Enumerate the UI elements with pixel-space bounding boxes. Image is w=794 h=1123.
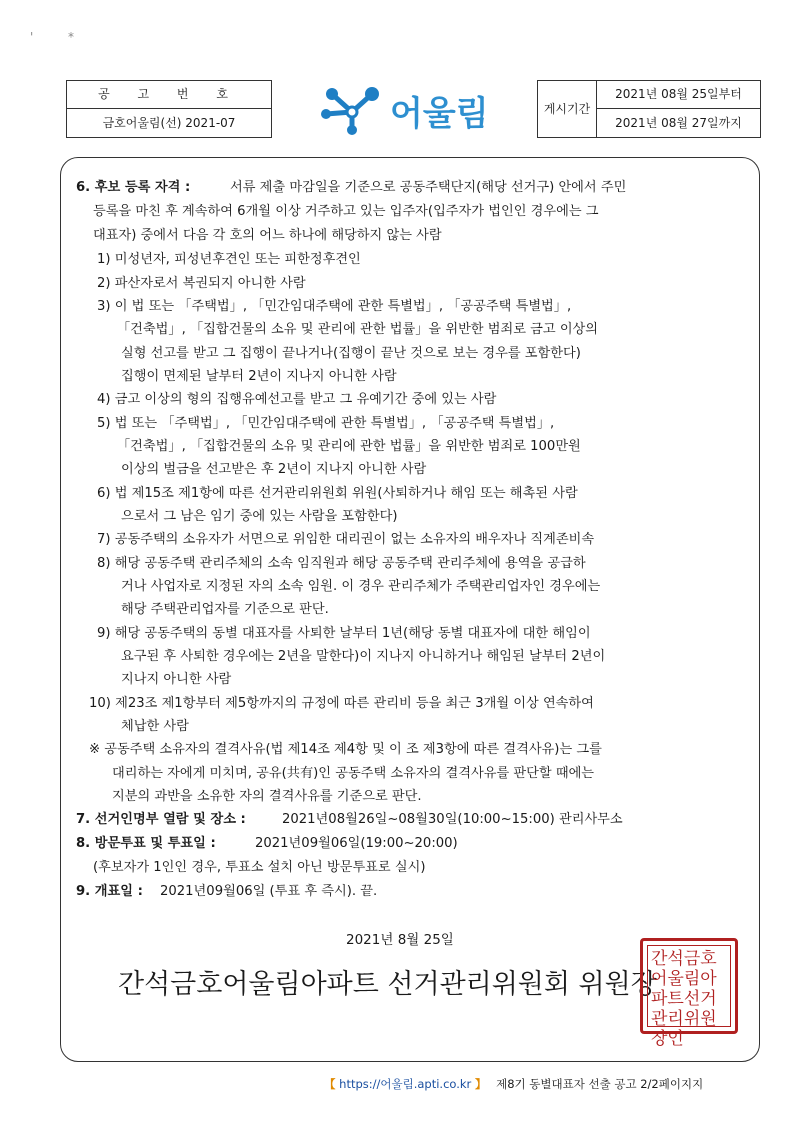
s9-title: 9. 개표일 : bbox=[76, 884, 143, 899]
s6-line: 등록을 마친 후 계속하여 6개월 이상 거주하고 있는 입주자(입주자가 법인인 경우에는 그 bbox=[93, 204, 599, 219]
list-item: 5) 법 또는 「주택법」, 「민간임대주택에 관한 특별법」, 「공공주택 특별법」, bbox=[97, 416, 555, 431]
scan-mark: ' bbox=[30, 30, 34, 44]
signature-line: 간석금호어울림아파트 선거관리위원회 위원장 bbox=[118, 969, 657, 1000]
list-item: 이상의 벌금을 선고받은 후 2년이 지나지 아니한 사람 bbox=[121, 462, 427, 477]
brand-logo-text: 어울림 bbox=[390, 94, 489, 134]
s7-text: 2021년08월26일~08월30일(10:00~15:00) 관리사무소 bbox=[282, 812, 623, 827]
note: 지분의 과반을 소유한 자의 결격사유를 기준으로 판단. bbox=[112, 789, 422, 804]
list-item: 8) 해당 공동주택 관리주체의 소속 임직원과 해당 공동주택 관리주체에 용역을 공급하 bbox=[97, 556, 586, 571]
s8-text: 2021년09월06일(19:00~20:00) bbox=[255, 836, 458, 851]
list-item: 해당 주택관리업자를 기준으로 판단. bbox=[121, 602, 329, 617]
s6-title: 6. 후보 등록 자격 : bbox=[76, 180, 191, 195]
list-item: 2) 파산자로서 복권되지 아니한 사람 bbox=[97, 276, 306, 291]
s6-line: 대표자) 중에서 다음 각 호의 어느 하나에 해당하지 않는 사람 bbox=[93, 228, 442, 243]
list-item: 「건축법」, 「집합건물의 소유 및 관리에 관한 법률」을 위반한 범죄로 금고 이상의 bbox=[117, 322, 599, 337]
list-item: 10) 제23조 제1항부터 제5항까지의 규정에 따른 관리비 등을 최근 3개월 이상 연속하여 bbox=[89, 696, 594, 711]
footer-url-link[interactable]: https://어울림.apti.co.kr bbox=[339, 1077, 472, 1091]
list-item: 체납한 사람 bbox=[121, 719, 189, 734]
notice-label: 공 고 번 호 bbox=[67, 81, 271, 109]
footer-bracket-close: 】 bbox=[474, 1077, 487, 1091]
period-to: 2021년 08월 27일까지 bbox=[615, 116, 742, 130]
period-label: 게시기간 bbox=[538, 81, 597, 137]
brand-logo-icon bbox=[318, 82, 390, 136]
scan-mark: * bbox=[68, 30, 74, 44]
s7-title: 7. 선거인명부 열람 및 장소 : bbox=[76, 812, 246, 827]
s6-line: 서류 제출 마감일을 기준으로 공동주택단지(해당 선거구) 안에서 주민 bbox=[230, 180, 627, 195]
footer bbox=[324, 1076, 703, 1092]
list-item: 4) 금고 이상의 형의 집행유예선고를 받고 그 유예기간 중에 있는 사람 bbox=[97, 392, 497, 407]
notice-number: 금호어울림(선) 2021-07 bbox=[102, 116, 236, 130]
list-item: 「건축법」, 「집합건물의 소유 및 관리에 관한 법률」을 위반한 범죄로 100만원 bbox=[117, 439, 581, 454]
list-item: 3) 이 법 또는 「주택법」, 「민간임대주택에 관한 특별법」, 「공공주택 특별법」, bbox=[97, 299, 572, 314]
list-item: 으로서 그 남은 임기 중에 있는 사람을 포함한다) bbox=[121, 509, 398, 524]
footer-page-info: 제8기 동별대표자 선출 공고 2/2페이지지 bbox=[496, 1077, 704, 1091]
list-item: 거나 사업자로 지정된 자의 소속 임원. 이 경우 관리주체가 주택관리업자인 경우에는 bbox=[121, 579, 601, 594]
list-item: 실형 선고를 받고 그 집행이 끝나거나(집행이 끝난 것으로 보는 경우를 포함한다) bbox=[121, 346, 581, 361]
note: 대리하는 자에게 미치며, 공유(共有)인 공동주택 소유자의 결격사유를 판단할 때에는 bbox=[112, 766, 595, 781]
list-item: 6) 법 제15조 제1항에 따른 선거관리위원회 위원(사퇴하거나 해임 또는 해촉된 사람 bbox=[97, 486, 578, 501]
s9-text: 2021년09월06일 (투표 후 즉시). 끝. bbox=[160, 884, 378, 899]
issue-date: 2021년 8월 25일 bbox=[346, 932, 454, 948]
s8-title: 8. 방문투표 및 투표일 : bbox=[76, 836, 216, 851]
footer-bracket-open: 【 bbox=[324, 1077, 336, 1091]
note: ※ 공동주택 소유자의 결격사유(법 제14조 제4항 및 이 조 제3항에 따른 결격사유)는 그를 bbox=[89, 742, 602, 757]
period-from: 2021년 08월 25일부터 bbox=[597, 81, 760, 109]
list-item: 집행이 면제된 날부터 2년이 지나지 아니한 사람 bbox=[121, 369, 397, 384]
list-item: 1) 미성년자, 피성년후견인 또는 피한정후견인 bbox=[97, 252, 361, 267]
list-item: 9) 해당 공동주택의 동별 대표자를 사퇴한 날부터 1년(해당 동별 대표자에 대한 해임이 bbox=[97, 626, 591, 641]
posting-period-box bbox=[537, 80, 761, 138]
official-seal-icon bbox=[640, 938, 738, 1049]
notice-number-box bbox=[66, 80, 272, 138]
list-item: 요구된 후 사퇴한 경우에는 2년을 말한다)이 지나지 아니하거나 해임된 날부터 2년이 bbox=[121, 649, 606, 664]
list-item: 7) 공동주택의 소유자가 서면으로 위임한 대리권이 없는 소유자의 배우자나 직계존비속 bbox=[97, 532, 595, 547]
seal-text: 간석금호어울림아파트선거관리위원장인 bbox=[651, 949, 717, 1049]
s8-note: (후보자가 1인인 경우, 투표소 설치 아닌 방문투표로 실시) bbox=[93, 860, 426, 875]
list-item: 지나지 아니한 사람 bbox=[121, 672, 232, 687]
